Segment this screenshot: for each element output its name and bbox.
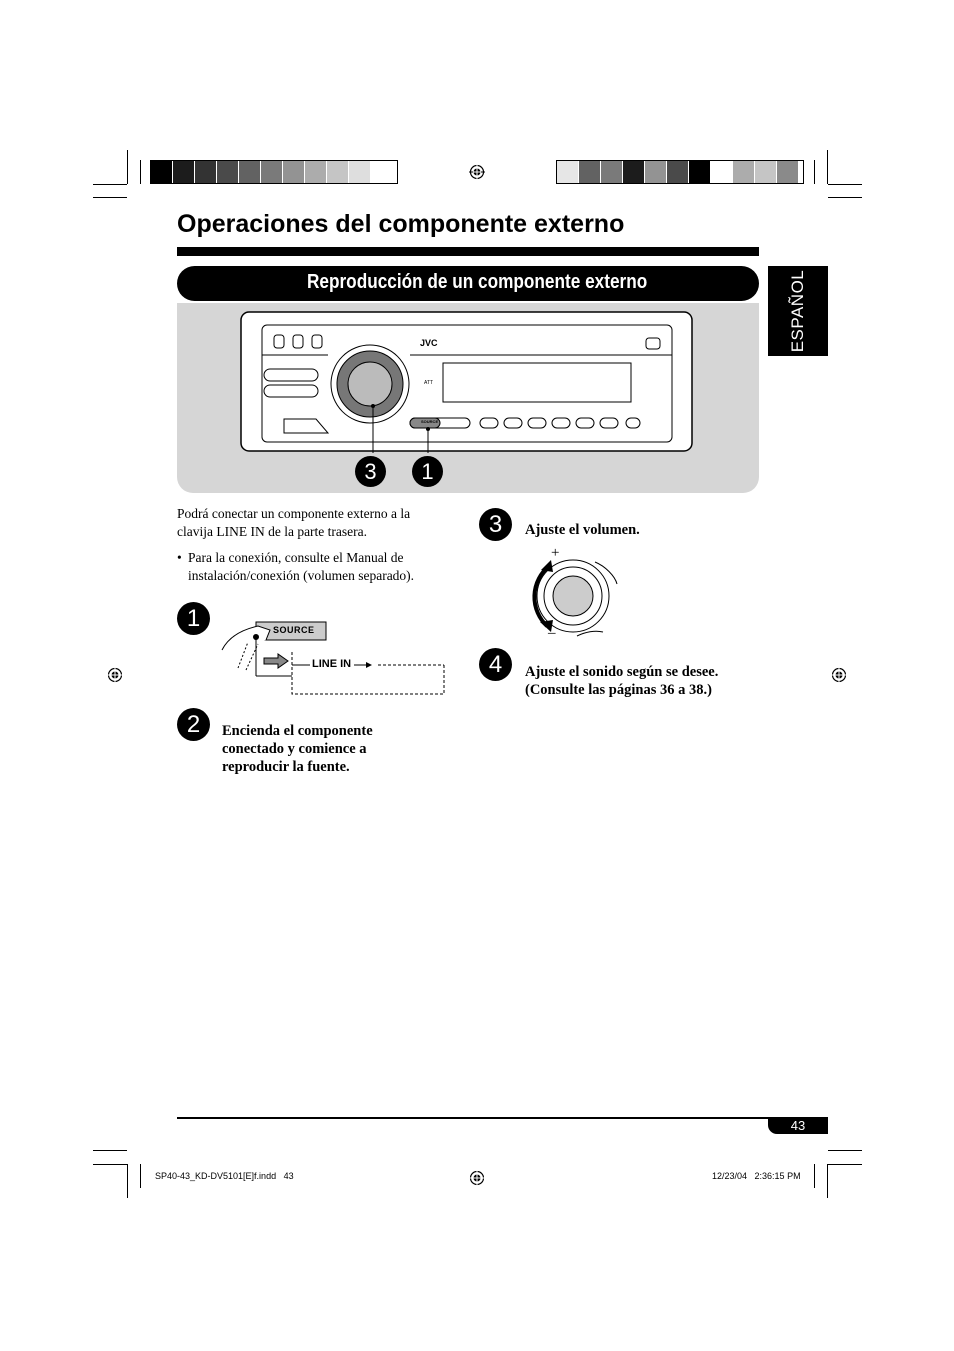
crop-mark xyxy=(814,160,815,184)
crop-mark xyxy=(828,1150,862,1151)
color-calibration-bar xyxy=(150,160,398,184)
car-stereo-illustration xyxy=(240,311,694,453)
section-title: Reproducción de un componente externo xyxy=(307,271,648,293)
crop-mark xyxy=(93,184,127,185)
crop-mark xyxy=(140,160,141,184)
crop-mark xyxy=(127,1164,128,1198)
page-title: Operaciones del componente externo xyxy=(177,210,625,238)
section-header xyxy=(177,266,759,301)
step-2-text: Encienda el componente conectado y comience a reproducir la fuente. xyxy=(222,723,373,775)
callout-1: 1 xyxy=(412,456,443,487)
slug-right: 12/23/04 2:36:15 PM xyxy=(712,1171,801,1181)
footer-rule xyxy=(177,1117,828,1119)
callout-3: 3 xyxy=(355,456,386,487)
step-2-number: 2 xyxy=(177,708,210,741)
registration-target-icon xyxy=(469,164,485,180)
bullet-marker: • xyxy=(177,550,182,565)
source-button-label: SOURCE xyxy=(421,419,439,424)
crop-mark xyxy=(828,197,862,198)
language-tab xyxy=(768,266,828,356)
crop-mark xyxy=(93,197,127,198)
crop-mark xyxy=(828,184,862,185)
step-4-text: Ajuste el sonido según se desee. (Consulte las páginas 36 a 38.) xyxy=(525,664,719,698)
intro-bullet: Para la conexión, consulte el Manual de instalación/conexión (volumen separado). xyxy=(188,550,415,583)
step-3-number: 3 xyxy=(479,508,512,541)
crop-mark xyxy=(140,1164,141,1188)
intro-paragraph: Podrá conectar un componente externo a la clavija LINE IN de la parte trasera. xyxy=(177,506,411,539)
registration-target-icon xyxy=(107,667,123,683)
crop-mark xyxy=(93,1164,127,1165)
crop-mark xyxy=(828,1164,862,1165)
crop-mark xyxy=(127,150,128,184)
title-rule xyxy=(177,247,759,256)
att-label: ATT xyxy=(424,380,434,386)
crop-mark xyxy=(814,1164,815,1188)
language-label: ESPAÑOL xyxy=(788,269,807,353)
step-3-text: Ajuste el volumen. xyxy=(525,522,640,538)
source-key-label: SOURCE xyxy=(273,625,315,635)
slug-left: SP40-43_KD-DV5101[E]f.indd 43 xyxy=(155,1171,294,1181)
page-number: 43 xyxy=(768,1117,828,1134)
crop-mark xyxy=(827,1164,828,1198)
brand-logo: JVC xyxy=(420,338,438,348)
color-calibration-bar xyxy=(556,160,804,184)
volume-knob-illustration xyxy=(525,550,625,642)
registration-target-icon xyxy=(831,667,847,683)
source-press-illustration xyxy=(218,612,448,696)
crop-mark xyxy=(93,1150,127,1151)
line-in-label: LINE IN xyxy=(312,658,352,670)
step-1-number: 1 xyxy=(177,602,210,635)
registration-target-icon xyxy=(469,1170,485,1186)
crop-mark xyxy=(827,150,828,184)
volume-plus: + xyxy=(551,545,560,561)
volume-minus: – xyxy=(548,625,556,641)
step-4-number: 4 xyxy=(479,648,512,681)
